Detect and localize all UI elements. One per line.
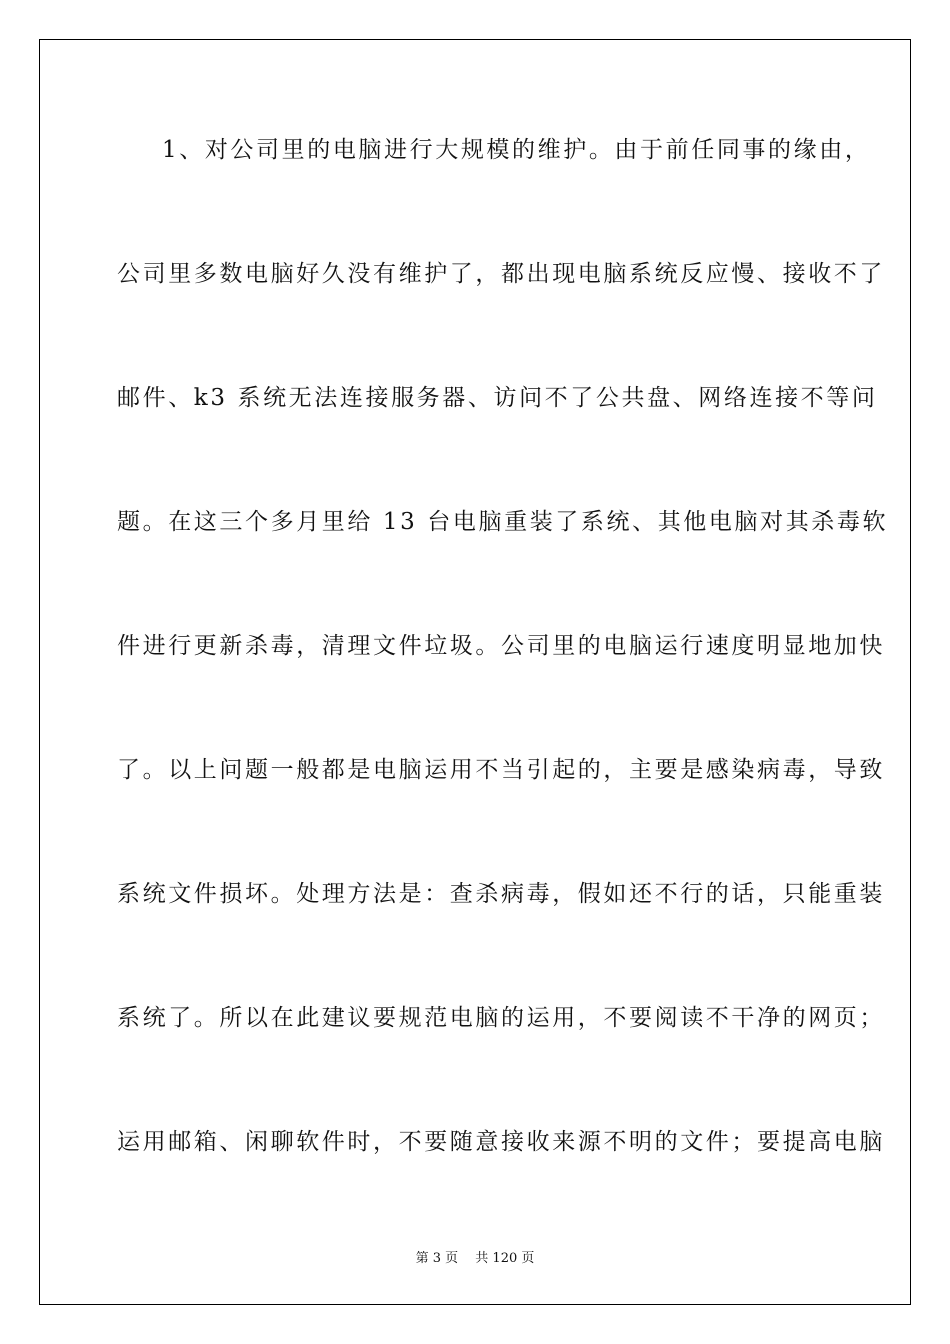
body-text-line-4: 题。在这三个多月里给 13 台电脑重装了系统、其他电脑对其杀毒软 bbox=[117, 509, 889, 535]
page-border bbox=[39, 39, 911, 1305]
body-text-line-8: 系统了。所以在此建议要规范电脑的运用，不要阅读不干净的网页； bbox=[117, 1005, 885, 1031]
page-footer: 第 3 页 共 120 页 bbox=[415, 1251, 535, 1266]
body-text-line-9: 运用邮箱、闲聊软件时，不要随意接收来源不明的文件；要提高电脑 bbox=[117, 1129, 885, 1155]
body-text-line-6: 了。以上问题一般都是电脑运用不当引起的，主要是感染病毒，导致 bbox=[117, 757, 885, 783]
body-text-line-3: 邮件、k3 系统无法连接服务器、访问不了公共盘、网络连接不等问 bbox=[117, 385, 878, 411]
body-text-line-1: 1、对公司里的电脑进行大规模的维护。由于前任同事的缘由， bbox=[162, 137, 871, 163]
body-text-line-7: 系统文件损坏。处理方法是：查杀病毒，假如还不行的话，只能重装 bbox=[117, 881, 885, 907]
body-text-line-5: 件进行更新杀毒，清理文件垃圾。公司里的电脑运行速度明显地加快 bbox=[117, 633, 885, 659]
body-text-line-2: 公司里多数电脑好久没有维护了，都出现电脑系统反应慢、接收不了 bbox=[117, 261, 885, 287]
